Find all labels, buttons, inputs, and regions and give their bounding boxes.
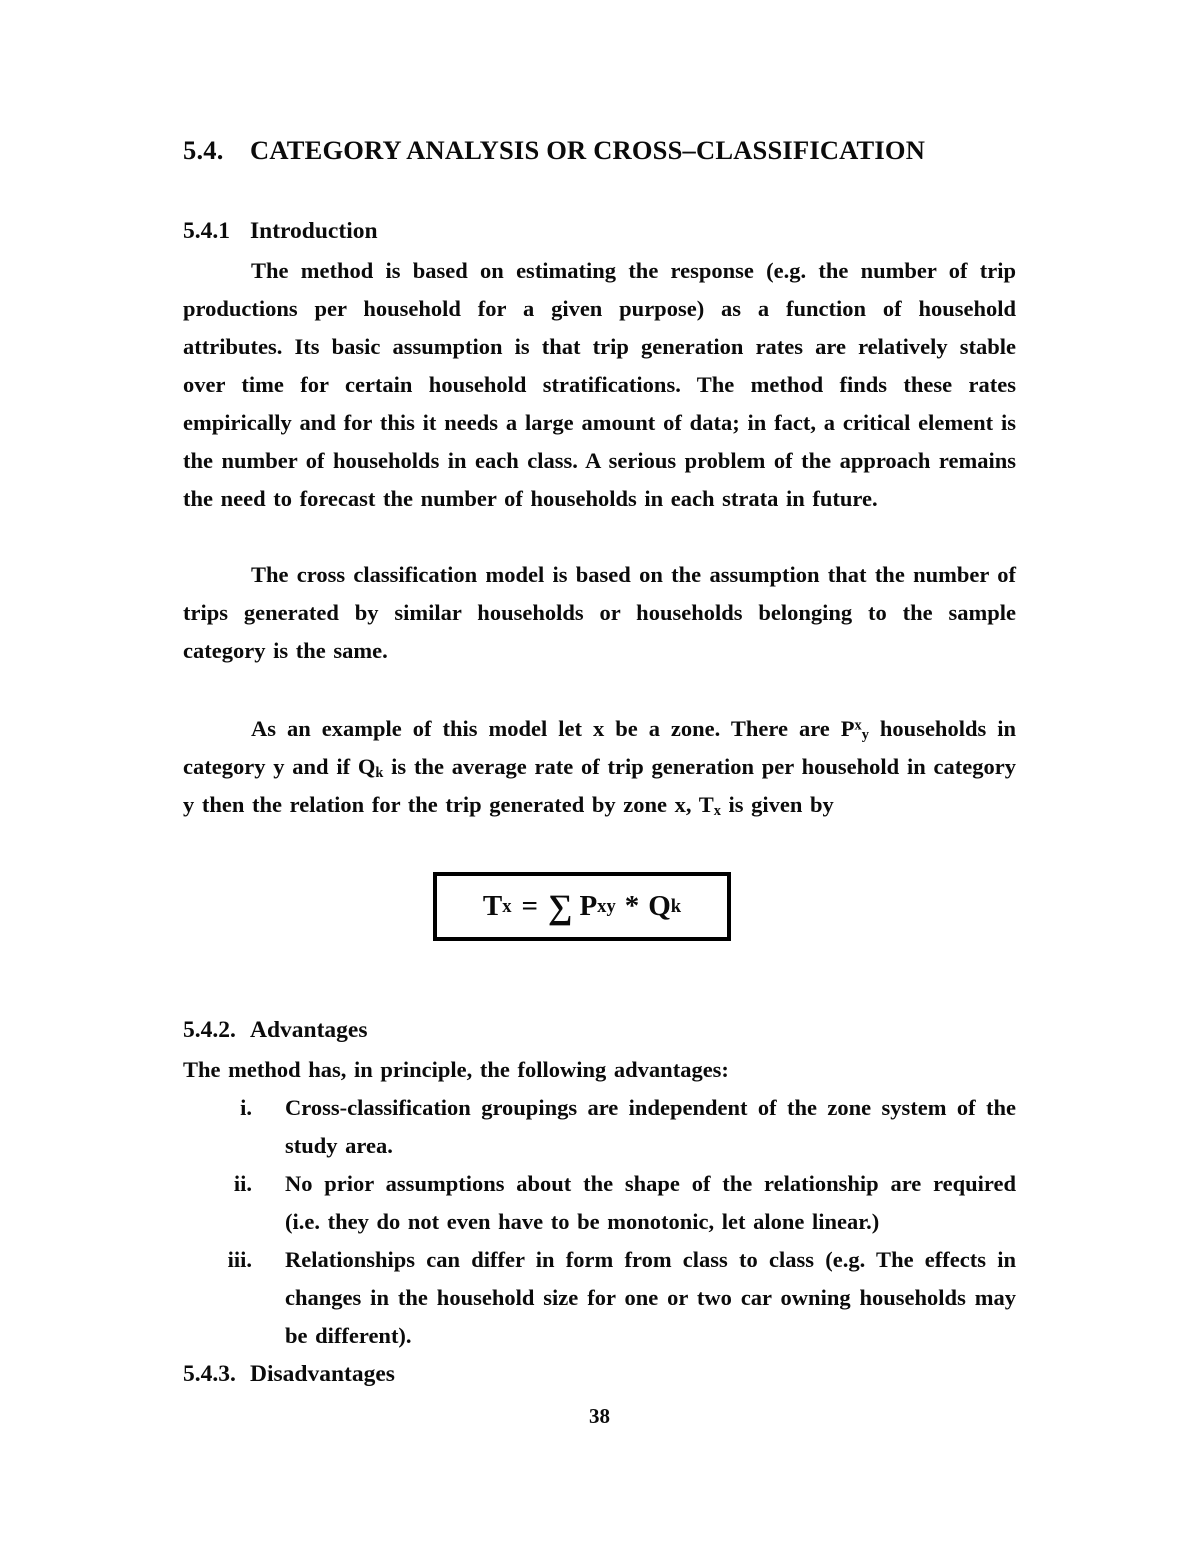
list-item-marker: ii.	[233, 1171, 252, 1196]
list-item-text: Cross-classification groupings are independent of the zone system of the study area.	[285, 1095, 1016, 1158]
subsection-title-text: Advantages	[250, 1017, 368, 1043]
para3-q-subscript: k	[375, 765, 384, 782]
list-item-marker: i.	[240, 1095, 252, 1120]
paragraph-method-basis: The method is based on estimating the response (e.g. the number of trip productions per household for a given purpose) as a function of household attributes. Its basic assumption is that trip generation rates are relatively stable over time for certain household stratifications. The method finds these rates empirically and for this it needs a large amount of data; in fact, a critical element is the number of households in each class. A serious problem of the approach remains the need to forecast the number of households in each strata in future.	[183, 258, 1016, 511]
para3-segment-3: is the average rate of trip generation per household in category y then the relation for the trip generated by zone x, T	[183, 754, 1016, 817]
subsection-heading-advantages	[183, 1011, 1016, 1049]
list-item-marker: iii.	[227, 1247, 252, 1272]
list-item	[183, 1241, 1016, 1355]
para3-p-superscript: x	[854, 717, 862, 734]
para3-segment-2: households in category y and if Q	[183, 716, 1016, 779]
advantages-list	[183, 1089, 1016, 1355]
para3-segment-1: As an example of this model let x be a zone. There are P	[251, 716, 855, 741]
summation-icon: ∑	[548, 889, 573, 926]
formula-P: P	[579, 890, 598, 922]
formula-multiply-sign: *	[624, 890, 640, 922]
subsection-heading-disadvantages	[183, 1355, 1016, 1393]
list-item	[183, 1165, 1016, 1241]
subsection-heading-introduction	[183, 212, 1016, 250]
para3-p-subscript: y	[861, 727, 869, 744]
list-item-text: Relationships can differ in form from class to class (e.g. The effects in changes in the household size for one or two car owning households may be different).	[285, 1247, 1016, 1348]
section-title-text: CATEGORY ANALYSIS OR CROSS–CLASSIFICATION	[250, 135, 926, 165]
list-item-text: No prior assumptions about the shape of the relationship are required (i.e. they do not even have to be monotonic, let alone linear.)	[285, 1171, 1016, 1234]
section-number: 5.4.	[183, 135, 224, 165]
subsection-title-text: Introduction	[250, 218, 378, 244]
formula-equals-sign: =	[521, 890, 539, 922]
formula-box-trip-generation: T x = ∑ P x y * Q k	[433, 872, 731, 941]
page-number: 38	[589, 1404, 610, 1428]
subsection-number: 5.4.1	[183, 218, 230, 244]
formula-Q: Q	[648, 890, 671, 922]
paragraph-cross-classification: The cross classification model is based on the assumption that the number of trips generated by similar households or households belonging to the sample category is the same.	[183, 562, 1016, 663]
subsection-number: 5.4.3.	[183, 1361, 236, 1387]
subsection-title-text: Disadvantages	[250, 1361, 395, 1387]
paragraph-example	[183, 710, 1016, 824]
list-item	[183, 1089, 1016, 1165]
para3-t-subscript: x	[713, 803, 721, 820]
advantages-lead-text: The method has, in principle, the following advantages:	[183, 1057, 729, 1082]
formula-T: T	[482, 890, 503, 922]
para3-segment-4: is given by	[720, 792, 834, 817]
subsection-number: 5.4.2.	[183, 1017, 236, 1043]
section-heading-main	[183, 132, 1016, 168]
